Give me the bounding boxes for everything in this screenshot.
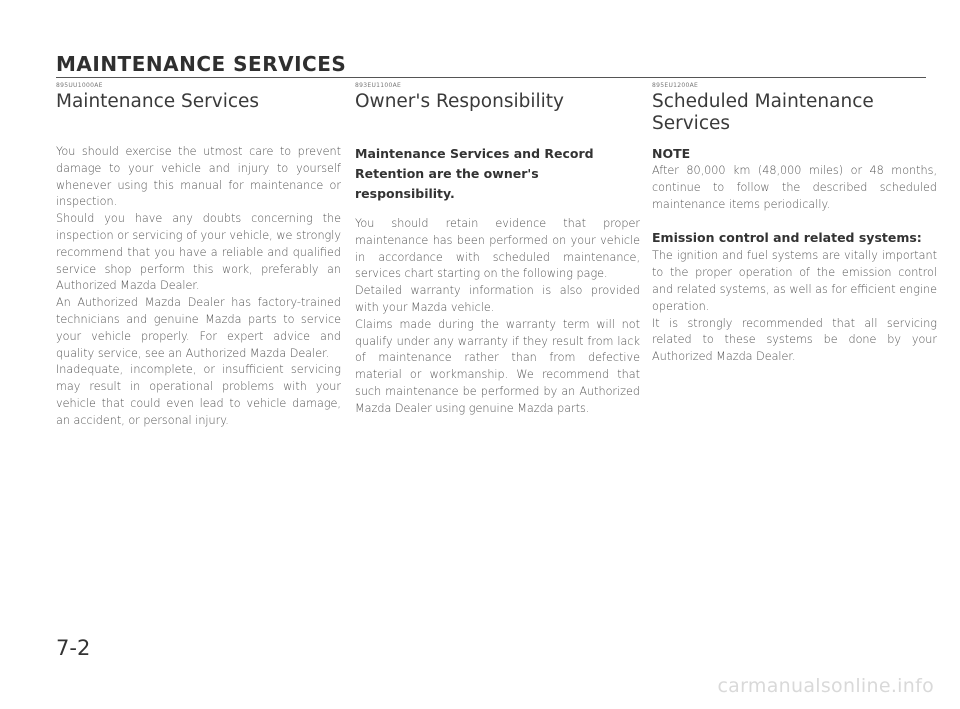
note-label: NOTE: [652, 146, 691, 161]
column-heading: Maintenance Services: [56, 91, 260, 112]
paragraph: It is strongly recommended that all servicing related to these systems be done by your Authorized Mazda Dealer.: [652, 316, 937, 364]
paragraph: You should retain evidence that proper maintenance has been performed on your vehicle in accordance with scheduled maintenance, services chart starting on the following page.: [355, 217, 640, 281]
column-heading: Owner's Responsibility: [355, 91, 564, 112]
paragraph: An Authorized Mazda Dealer has factory-trained technicians and genuine Mazda parts to service your vehicle properly. For expert advice and quality service, see an Authorized Mazda Dealer.: [56, 296, 341, 360]
subheading: Emission control and related systems:: [652, 230, 922, 246]
column-heading: Scheduled Maintenance Services: [652, 91, 874, 134]
paragraph: You should exercise the utmost care to prevent damage to your vehicle and injury to yourself whenever using this manual for maintenance or inspection.: [56, 145, 341, 209]
watermark: carmanualsonline.info: [717, 675, 934, 697]
page-number: 7-2: [56, 636, 91, 660]
paragraph: Detailed warranty information is also provided with your Mazda vehicle.: [355, 284, 640, 314]
paragraph: Inadequate, incomplete, or insufficient servicing may result in operational problems with your vehicle that could even lead to vehicle damage, an accident, or personal injury.: [56, 363, 341, 427]
column-owners-responsibility: [355, 82, 640, 418]
paragraph: Should you have any doubts concerning the inspection or servicing of your vehicle, we strongly recommend that you have a reliable and qualified service shop perform this work, preferably an Authorized Mazda Dealer.: [56, 212, 341, 293]
section-code: 895UU1000AE: [56, 82, 103, 89]
section-title: MAINTENANCE SERVICES: [56, 52, 347, 76]
note-text: After 80,000 km (48,000 miles) or 48 months, continue to follow the described scheduled maintenance items periodically.: [652, 164, 937, 211]
header-rule: [56, 77, 926, 78]
paragraph: Claims made during the warranty term will not qualify under any warranty if they result from lack of maintenance rather than from defective material or workmanship. We recommend that such maintenance be performed by an Authorized Mazda Dealer using genuine Mazda parts.: [355, 317, 640, 415]
subheading: Maintenance Services and Record Retention are the owner's responsibility.: [355, 146, 594, 201]
section-code: 895EU1200AE: [652, 82, 699, 89]
column-maintenance-services: [56, 82, 341, 430]
column-scheduled-maintenance: [652, 82, 937, 366]
section-code: 893EU1100AE: [355, 82, 402, 89]
paragraph: The ignition and fuel systems are vitally important to the proper operation of the emission control and related systems, as well as for efficient engine operation.: [652, 249, 937, 313]
